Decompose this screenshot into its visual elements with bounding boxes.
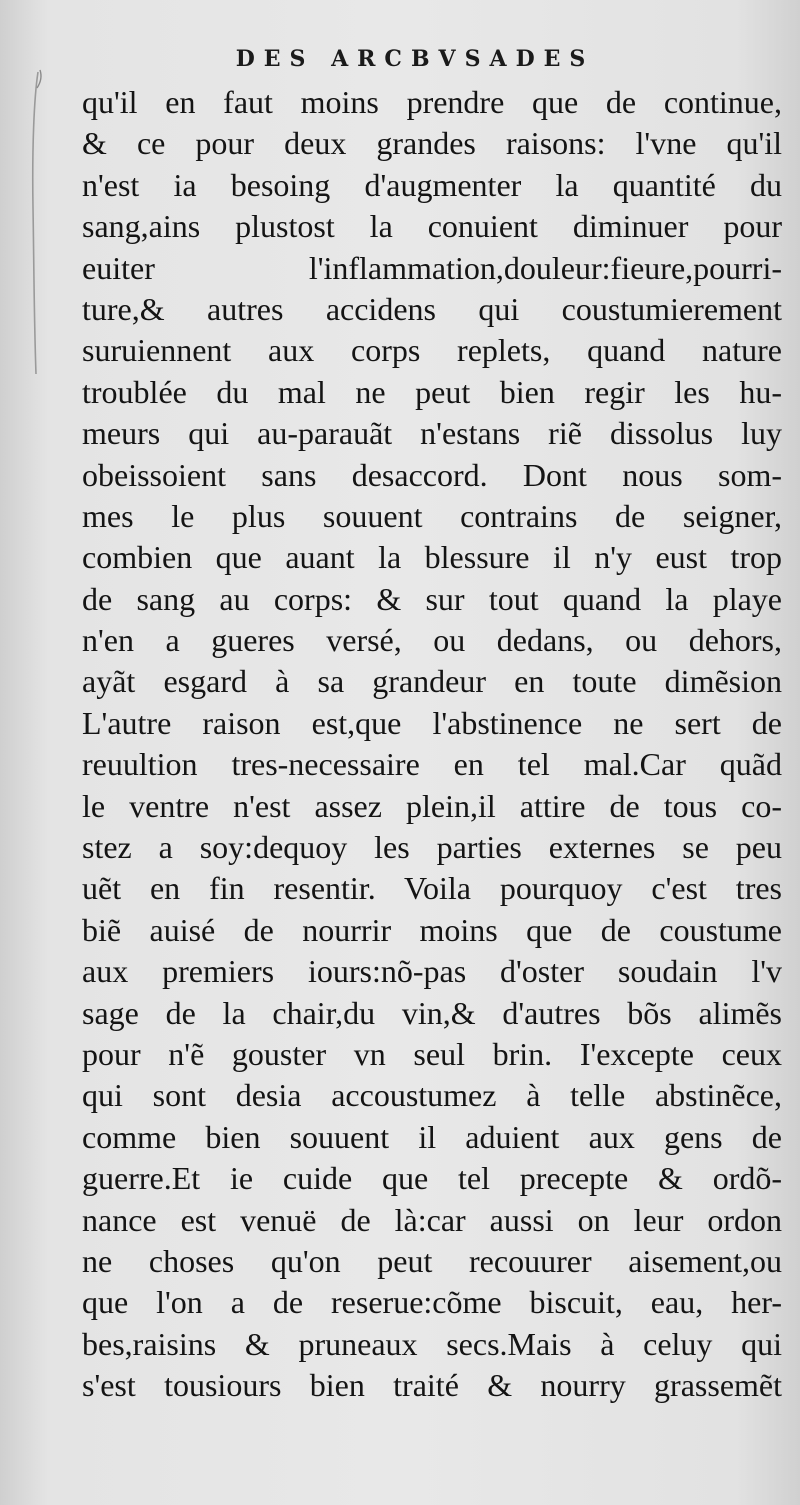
text-line: stez a soy:dequoy les parties externes se peu: [82, 829, 782, 866]
text-line: guerre.Et ie cuide que tel precepte & ordõ-: [82, 1160, 782, 1197]
text-line: & ce pour deux grandes raisons: l'vne qu'il: [82, 125, 782, 162]
text-line: L'autre raison est,que l'abstinence ne sert de: [82, 704, 782, 741]
text-line: que l'on a de reserue:cõme biscuit, eau, her-: [82, 1284, 782, 1321]
text-line: qu'il en faut moins prendre que de continue,: [82, 84, 782, 120]
text-line: comme bien souuent il aduient aux gens de: [82, 1118, 782, 1155]
text-line: ture,& autres accidens qui coustumierement: [82, 290, 782, 327]
text-line: le ventre n'est assez plein,il attire de tous co-: [82, 787, 782, 824]
text-line: de sang au corps: & sur tout quand la playe: [82, 580, 782, 617]
text-line: euiter l'inflammation,douleur:fieure,pourri-: [82, 249, 782, 286]
text-line: sang,ains plustost la conuient diminuer pour: [82, 208, 782, 245]
text-line: sage de la chair,du vin,& d'autres bõs alimẽs: [82, 994, 782, 1031]
text-body: [82, 82, 782, 1407]
running-head: DES ARCBVSADES: [235, 46, 595, 72]
text-line: troublée du mal ne peut bien regir les hu-: [82, 373, 782, 410]
text-line: pour n'ẽ gouster vn seul brin. I'excepte ceux: [82, 1035, 782, 1072]
text-line: qui sont desia accoustumez à telle abstinẽce,: [82, 1077, 782, 1114]
text-line: bes,raisins & pruneaux secs.Mais à celuy qui: [82, 1325, 782, 1362]
pencil-margin-mark: [22, 68, 44, 378]
text-line: suruiennent aux corps replets, quand nature: [82, 332, 782, 369]
text-line: obeissoient sans desaccord. Dont nous som-: [82, 456, 782, 493]
text-line: mes le plus souuent contrains de seigner,: [82, 497, 782, 534]
text-line: aux premiers iours:nõ-pas d'oster soudain l'v: [82, 953, 782, 990]
text-line: ayãt esgard à sa grandeur en toute dimẽsion: [82, 663, 782, 700]
text-line: uẽt en fin resentir. Voila pourquoy c'est tres: [82, 870, 782, 907]
text-line: combien que auant la blessure il n'y eust trop: [82, 539, 782, 576]
text-line: nance est venuë de là:car aussi on leur ordon: [82, 1201, 782, 1238]
text-line: n'est ia besoing d'augmenter la quantité du: [82, 166, 782, 203]
text-line: meurs qui au-parauãt n'estans riẽ dissolus luy: [82, 415, 782, 452]
text-line: biẽ auisé de nourrir moins que de coustume: [82, 911, 782, 948]
text-line: n'en a gueres versé, ou dedans, ou dehors,: [82, 622, 782, 659]
text-line: reuultion tres-necessaire en tel mal.Car quãd: [82, 746, 782, 783]
text-line: s'est tousiours bien traité & nourry grassemẽt: [82, 1367, 782, 1404]
text-line: ne choses qu'on peut recouurer aisement,ou: [82, 1242, 782, 1279]
